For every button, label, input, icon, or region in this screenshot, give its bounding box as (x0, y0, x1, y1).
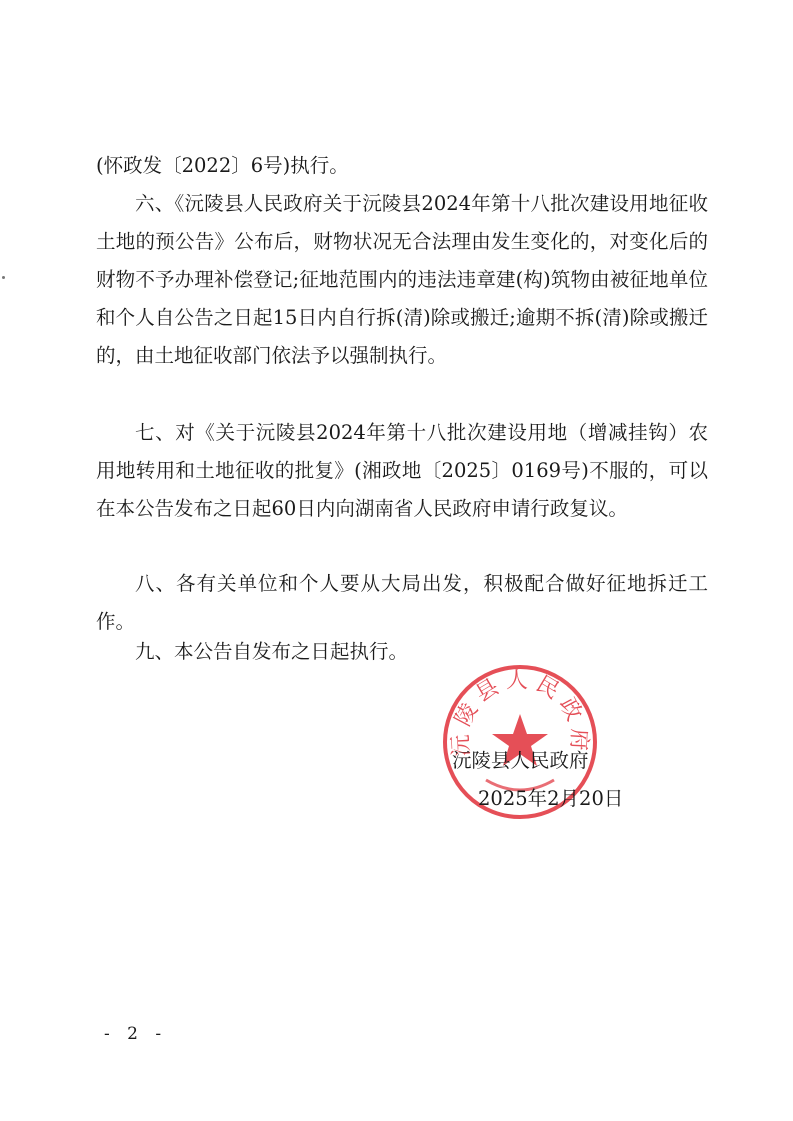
scan-edge-mark (2, 276, 5, 279)
signature-date: 2025年2月20日 (478, 787, 624, 810)
paragraph-item-9: 九、本公告自发布之日起执行。 (135, 640, 409, 663)
paragraph-item-8: 八、各有关单位和个人要从大局出发，积极配合做好征地拆迁工作。 (96, 572, 708, 633)
seal-text: 沅陵县人民政府 (448, 668, 592, 758)
signature-organization: 沅陵县人民政府 (452, 749, 589, 772)
page-number: - 2 - (104, 1024, 168, 1044)
paragraph-item-6: 六、《沅陵县人民政府关于沅陵县2024年第十八批次建设用地征收土地的预公告》公布后，财物状况无合法理由发生变化的，对变化后的财物不予办理补偿登记;征地范围内的违法违章建(构)筑物由被征地单位和个人自公告之日起15日内自行拆(清)除或搬迁;逾期不拆(清)除或搬迁的，由土地征收部门依法予以强制执行。 (96, 192, 708, 367)
paragraph-continuation: (怀政发〔2022〕6号)执行。 (96, 154, 349, 177)
paragraph-item-7: 七、对《关于沅陵县2024年第十八批次建设用地（增减挂钩）农用地转用和土地征收的批复》(湘政地〔2025〕0169号)不服的，可以在本公告发布之日起60日内向湖南省人民政府申请行政复议。 (96, 421, 708, 520)
